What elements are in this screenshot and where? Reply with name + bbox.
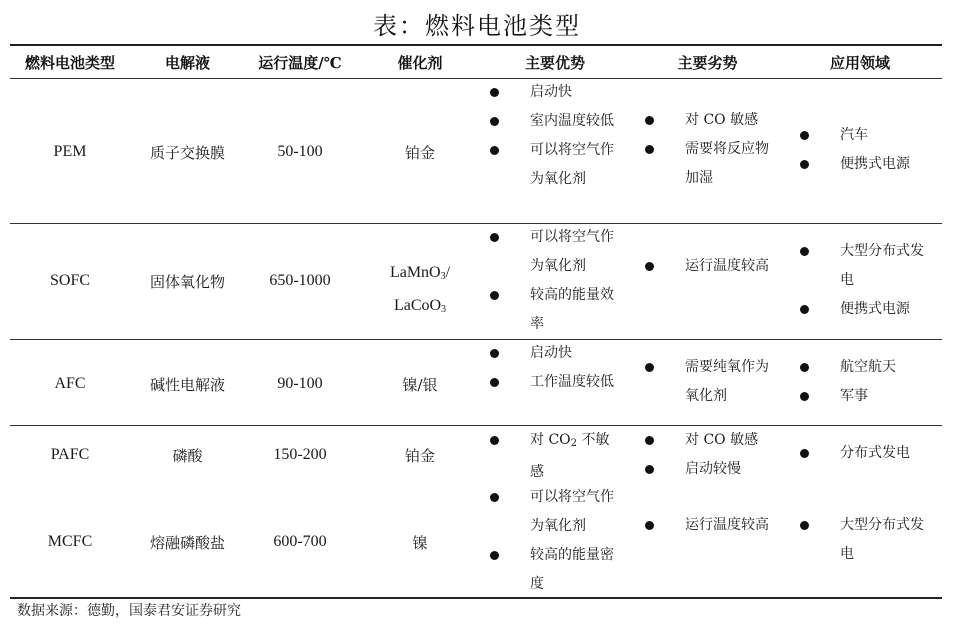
catalyst-cell: 铂金 [404,144,435,162]
list-item: 较高的能量密度 [490,541,620,599]
source-note: 数据来源：德勤，国泰君安证券研究 [17,603,241,619]
disadvantages-list [645,252,777,281]
list-item: 启动较慢 [645,455,777,484]
applications-list [800,439,930,468]
bullet-icon [645,436,654,445]
list-item: 大型分布式发电 [800,511,930,569]
temp-cell: 600-700 [273,533,327,550]
list-item: 可以将空气作为氧化剂 [490,223,620,281]
bullet-icon [800,392,809,401]
catalyst-cell: 镍/银 [402,376,438,394]
bullet-icon [490,291,499,300]
advantages-list [490,339,620,397]
electrolyte-cell: 质子交换膜 [149,144,225,162]
type-cell: PEM [53,143,87,160]
advantages-list [490,426,620,487]
catalyst-cell: LaMnO$_3$/ LaCoO$_3$ [389,264,451,315]
applications-list [800,237,930,324]
list-item: 便携式电源 [800,150,930,179]
bullet-icon [490,378,499,387]
header-applications: 应用领域 [829,54,890,72]
bullet-icon [645,116,654,125]
disadvantages-list [645,353,777,411]
list-item: 启动快 [490,339,620,368]
disadvantages-list [645,106,777,193]
bullet-icon [490,493,499,502]
bullet-icon [490,349,499,358]
bullet-icon [645,262,654,271]
bullet-icon [800,363,809,372]
list-item: 对 CO 敏感 [645,426,777,455]
advantages-list [490,78,620,194]
header-temp: 运行温度/℃ [258,54,342,72]
header-disadvantages: 主要劣势 [677,54,738,72]
disadvantages-list [645,426,777,484]
header-advantages: 主要优势 [524,54,585,72]
list-item: 便携式电源 [800,295,930,324]
header-rule [10,78,942,79]
catalyst-cell: 铂金 [404,447,435,465]
header-type: 燃料电池类型 [24,54,115,72]
electrolyte-cell: 碱性电解液 [149,376,225,394]
advantages-list [490,483,620,599]
type-cell: PAFC [50,446,90,463]
bullet-icon [645,521,654,530]
catalyst-cell: 镍 [412,534,428,552]
list-item: 航空航天 [800,353,930,382]
list-item: 可以将空气作为氧化剂 [490,136,620,194]
bullet-icon [800,160,809,169]
list-item: 较高的能量效率 [490,281,620,339]
bullet-icon [800,449,809,458]
row-rule [10,223,942,224]
list-item: 大型分布式发电 [800,237,930,295]
bullet-icon [800,305,809,314]
list-item: 对 CO 敏感 [645,106,777,135]
temp-cell: 90-100 [277,375,323,392]
electrolyte-cell: 磷酸 [172,447,203,465]
bullet-icon [490,88,499,97]
temp-cell: 150-200 [273,446,327,463]
bullet-icon [645,145,654,154]
header-catalyst: 催化剂 [397,54,443,72]
electrolyte-cell: 熔融磷酸盐 [149,534,225,552]
list-item: 对 $CO_2$ 不敏感 [490,426,620,487]
applications-list [800,353,930,411]
temp-cell: 650-1000 [269,272,331,289]
bullet-icon [490,117,499,126]
row-rule [10,425,942,426]
list-item: 分布式发电 [800,439,930,468]
list-item: 启动快 [490,78,620,107]
bullet-icon [490,436,499,445]
list-item: 运行温度较高 [645,252,777,281]
type-cell: AFC [54,375,86,392]
top-rule [10,44,942,46]
list-item: 需要纯氧作为氧化剂 [645,353,777,411]
bullet-icon [800,131,809,140]
bullet-icon [490,551,499,560]
list-item: 汽车 [800,121,930,150]
list-item: 运行温度较高 [645,511,777,540]
bullet-icon [490,233,499,242]
temp-cell: 50-100 [277,143,323,160]
table-title: 表：燃料电池类型 [373,12,581,40]
list-item: 工作温度较低 [490,368,620,397]
electrolyte-cell: 固体氧化物 [149,273,225,291]
disadvantages-list [645,511,777,540]
advantages-list [490,223,620,339]
type-cell: MCFC [47,533,93,550]
list-item: 需要将反应物加湿 [645,135,777,193]
applications-list [800,511,930,569]
bullet-icon [645,465,654,474]
bottom-rule [10,597,942,599]
type-cell: SOFC [49,272,91,289]
bullet-icon [645,363,654,372]
applications-list [800,121,930,179]
list-item: 可以将空气作为氧化剂 [490,483,620,541]
row-rule [10,339,942,340]
bullet-icon [800,247,809,256]
bullet-icon [490,146,499,155]
bullet-icon [800,521,809,530]
header-electrolyte: 电解液 [164,54,210,72]
list-item: 室内温度较低 [490,107,620,136]
list-item: 军事 [800,382,930,411]
